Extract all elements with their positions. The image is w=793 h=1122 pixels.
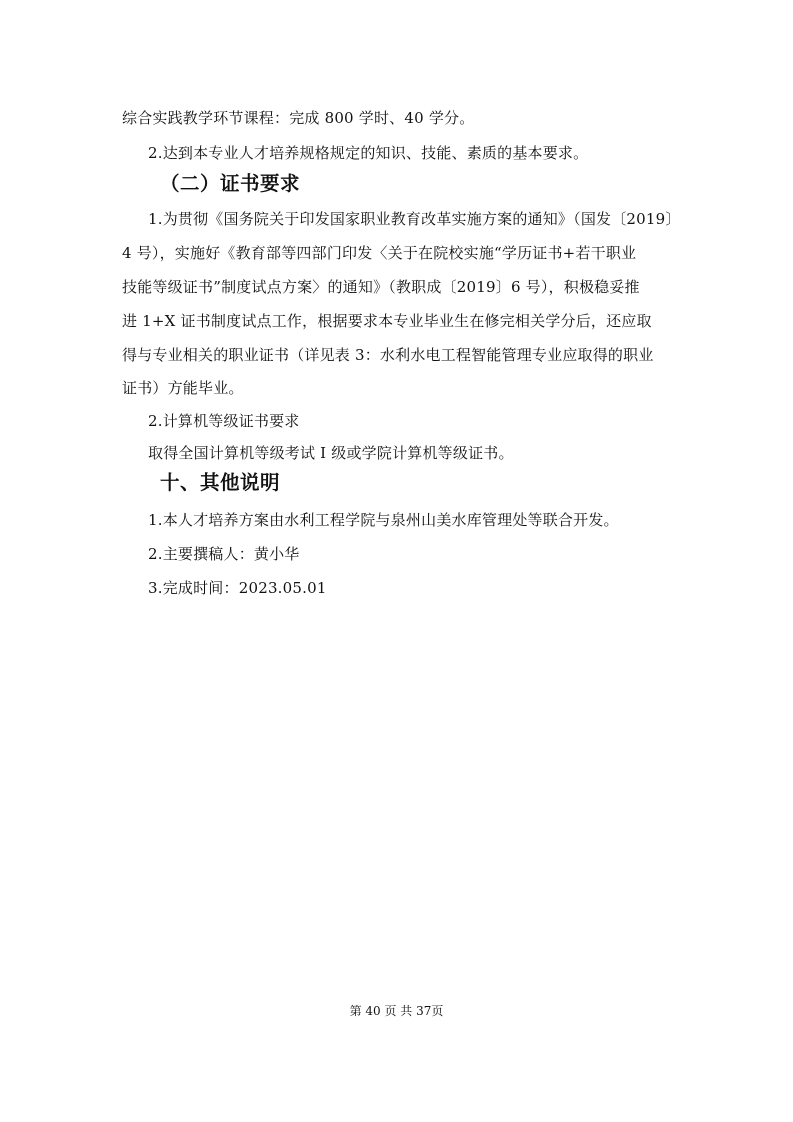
section-heading-certificate: （二）证书要求 xyxy=(160,172,301,195)
other-item: 3.完成时间：2023.05.01 xyxy=(148,579,327,597)
body-line-credits: 综合实践教学环节课程：完成 800 学时、40 学分。 xyxy=(122,109,475,127)
page-number-footer: 第 40 页 共 37页 xyxy=(349,1004,444,1018)
paragraph-line: 进 1+X 证书制度试点工作，根据要求本专业毕业生在修完相关学分后，还应取 xyxy=(122,312,652,330)
paragraph-line: 4 号），实施好《教育部等四部门印发〈关于在院校实施“学历证书+若干职业 xyxy=(122,244,637,262)
section-heading-other: 十、其他说明 xyxy=(160,471,281,494)
other-item: 2.主要撰稿人：黄小华 xyxy=(148,545,300,563)
body-line-requirements: 2.达到本专业人才培养规格规定的知识、技能、素质的基本要求。 xyxy=(148,144,589,162)
paragraph-line: 证书）方能毕业。 xyxy=(122,379,244,397)
paragraph-line: 技能等级证书”制度试点方案〉的通知》（教职成〔2019〕6 号），积极稳妥推 xyxy=(122,278,640,296)
subsection-title-computer-cert: 2.计算机等级证书要求 xyxy=(148,412,300,430)
paragraph-line: 得与专业相关的职业证书（详见表 3：水利水电工程智能管理专业应取得的职业 xyxy=(122,346,654,364)
computer-cert-text: 取得全国计算机等级考试 I 级或学院计算机等级证书。 xyxy=(148,444,514,462)
other-item: 1.本人才培养方案由水利工程学院与泉州山美水库管理处等联合开发。 xyxy=(148,511,619,529)
paragraph-line: 1.为贯彻《国务院关于印发国家职业教育改革实施方案的通知》（国发〔2019〕 xyxy=(148,210,681,228)
